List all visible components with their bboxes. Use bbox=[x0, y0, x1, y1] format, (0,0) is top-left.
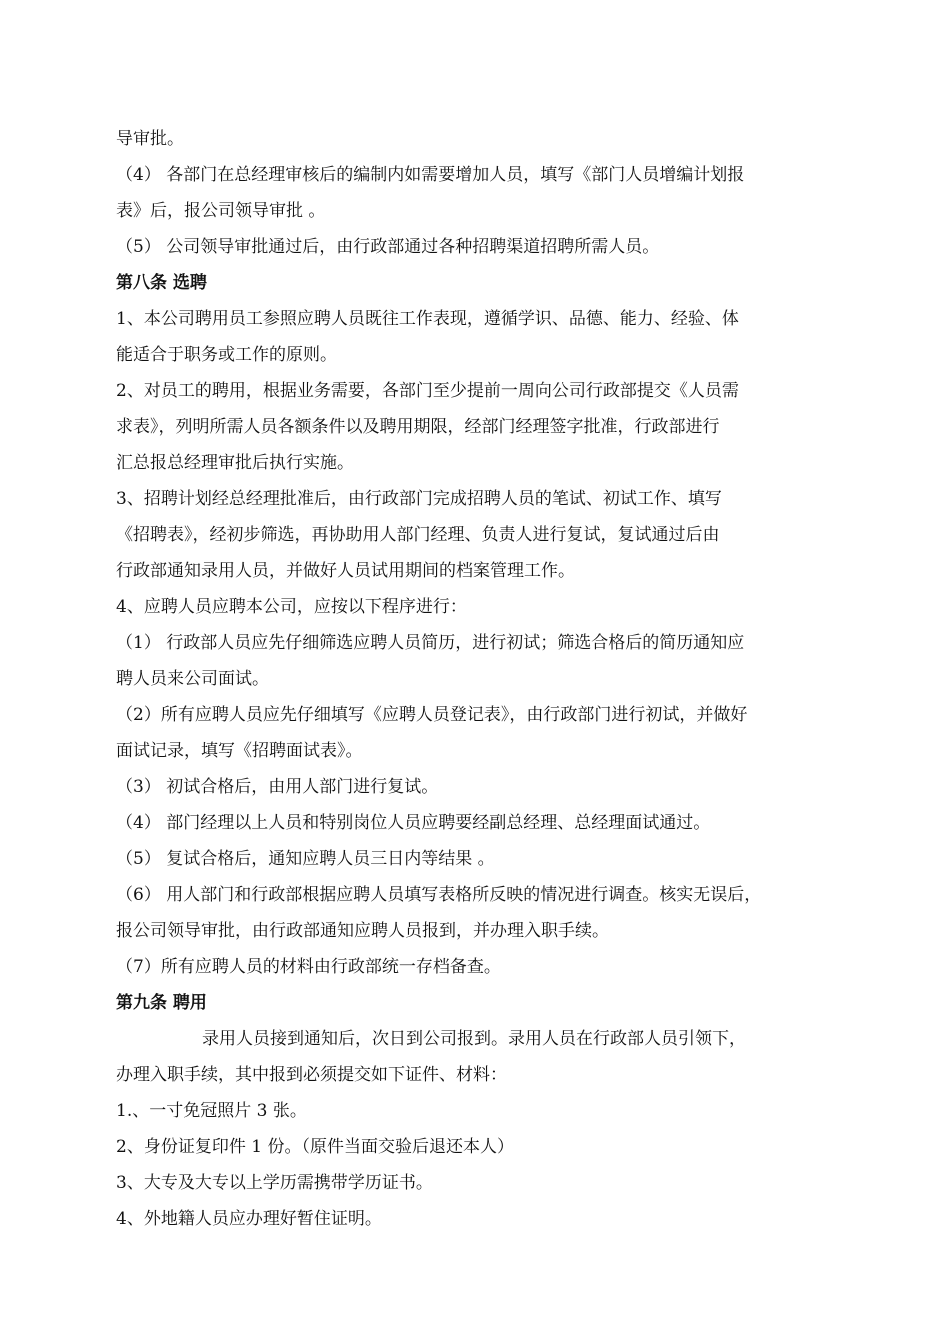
text-line: 4、外地籍人员应办理好暂住证明。 bbox=[116, 1209, 382, 1229]
text-line: 3、大专及大专以上学历需携带学历证书。 bbox=[116, 1173, 433, 1193]
text-line: 1、本公司聘用员工参照应聘人员既往工作表现，遵循学识、品德、能力、经验、体 bbox=[116, 309, 739, 329]
text-line: 办理入职手续，其中报到必须提交如下证件、材料： bbox=[116, 1065, 507, 1085]
text-line: 求表》，列明所需人员各额条件以及聘用期限，经部门经理签字批准，行政部进行 bbox=[116, 417, 720, 437]
text-line: 2、身份证复印件 1 份。（原件当面交验后退还本人） bbox=[116, 1137, 514, 1157]
text-line: （6） 用人部门和行政部根据应聘人员填写表格所反映的情况进行调查。核实无误后， bbox=[116, 885, 762, 905]
text-line: （1） 行政部人员应先仔细筛选应聘人员简历，进行初试；筛选合格后的简历通知应 bbox=[116, 633, 745, 653]
text-line: 表》后，报公司领导审批 。 bbox=[116, 201, 326, 221]
text-line: （4） 部门经理以上人员和特别岗位人员应聘要经副总经理、总经理面试通过。 bbox=[116, 813, 711, 833]
text-line: 行政部通知录用人员，并做好人员试用期间的档案管理工作。 bbox=[116, 561, 575, 581]
text-line: 汇总报总经理审批后执行实施。 bbox=[116, 453, 354, 473]
section-heading: 第八条 选聘 bbox=[116, 273, 207, 293]
text-line: （5） 复试合格后，通知应聘人员三日内等结果 。 bbox=[116, 849, 495, 869]
text-line: （4） 各部门在总经理审核后的编制内如需要增加人员，填写《部门人员增编计划报 bbox=[116, 165, 745, 185]
text-line: 录用人员接到通知后，次日到公司报到。录用人员在行政部人员引领下， bbox=[202, 1029, 746, 1049]
text-line: 2、对员工的聘用，根据业务需要，各部门至少提前一周向公司行政部提交《人员需 bbox=[116, 381, 739, 401]
section-heading: 第九条 聘用 bbox=[116, 993, 207, 1013]
text-line: 面试记录，填写《招聘面试表》。 bbox=[116, 741, 363, 761]
text-line: 聘人员来公司面试。 bbox=[116, 669, 269, 689]
text-line: （5） 公司领导审批通过后，由行政部通过各种招聘渠道招聘所需人员。 bbox=[116, 237, 660, 257]
text-line: 导审批。 bbox=[116, 129, 184, 149]
text-line: 3、招聘计划经总经理批准后，由行政部门完成招聘人员的笔试、初试工作、填写 bbox=[116, 489, 722, 509]
text-line: （3） 初试合格后，由用人部门进行复试。 bbox=[116, 777, 439, 797]
document-body bbox=[116, 121, 836, 1237]
text-line: 4、应聘人员应聘本公司，应按以下程序进行： bbox=[116, 597, 467, 617]
text-line: 《招聘表》，经初步筛选，再协助用人部门经理、负责人进行复试，复试通过后由 bbox=[116, 525, 720, 545]
text-line: 能适合于职务或工作的原则。 bbox=[116, 345, 337, 365]
text-line: （7）所有应聘人员的材料由行政部统一存档备查。 bbox=[116, 957, 501, 977]
text-line: （2）所有应聘人员应先仔细填写《应聘人员登记表》，由行政部门进行初试，并做好 bbox=[116, 705, 748, 725]
text-line: 1.、一寸免冠照片 3 张。 bbox=[116, 1101, 307, 1121]
text-line: 报公司领导审批，由行政部通知应聘人员报到，并办理入职手续。 bbox=[116, 921, 609, 941]
